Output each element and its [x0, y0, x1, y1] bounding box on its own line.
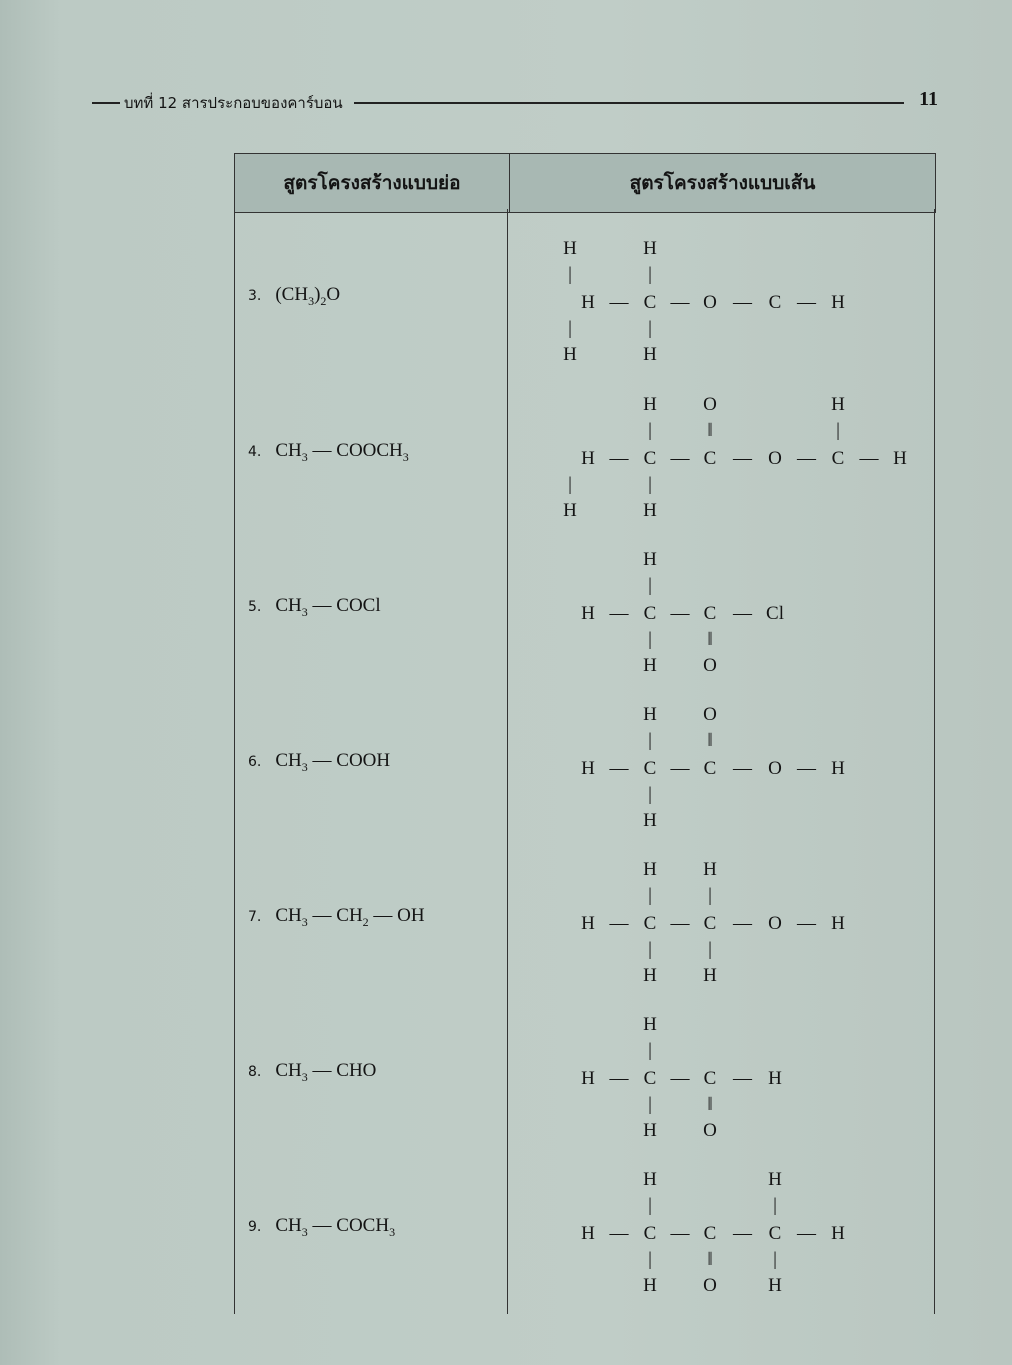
- bond-single: —: [797, 1223, 816, 1244]
- bond-vertical: |: [648, 1195, 652, 1216]
- atom: H: [831, 292, 845, 313]
- atom: C: [703, 603, 717, 624]
- bond-single: —: [797, 913, 816, 934]
- condensed-formula-text: $CH_3$ — $CH_2$ — OH: [275, 905, 425, 929]
- bond-single: —: [670, 448, 690, 469]
- bond-single: —: [733, 913, 752, 934]
- condensed-formula-text: $CH_3$ — $COCH_3$: [275, 1215, 396, 1239]
- atom: H: [581, 603, 595, 624]
- structural-formula: [560, 1153, 940, 1309]
- table-divider: [507, 209, 508, 1314]
- bond-double: ‖: [707, 1249, 713, 1270]
- condensed-formula-text: $CH_3$ — CHO: [275, 1060, 377, 1084]
- atom: H: [643, 965, 657, 986]
- atom: C: [643, 758, 657, 779]
- atom: H: [581, 913, 595, 934]
- bond-single: —: [733, 1068, 752, 1089]
- bond-vertical: |: [708, 885, 712, 906]
- bond-vertical: |: [568, 318, 572, 339]
- atom: C: [703, 758, 717, 779]
- structural-formula: [560, 843, 940, 999]
- atom: H: [643, 344, 657, 365]
- item-number: 6.: [248, 754, 262, 770]
- bond-single: —: [797, 448, 816, 469]
- condensed-formula: [248, 284, 340, 309]
- atom: C: [703, 1223, 717, 1244]
- bond-vertical: |: [648, 730, 652, 751]
- atom: C: [643, 913, 657, 934]
- bond-vertical: |: [648, 885, 652, 906]
- structural-formula: [560, 533, 940, 689]
- atom: H: [563, 344, 577, 365]
- item-number: 8.: [248, 1064, 262, 1080]
- atom: H: [831, 758, 845, 779]
- bond-vertical: |: [648, 318, 652, 339]
- atom: O: [703, 1275, 717, 1296]
- atom: O: [703, 292, 717, 313]
- column-header-structural: สูตรโครงสร้างแบบเส้น: [510, 154, 936, 213]
- atom: H: [581, 1068, 595, 1089]
- item-number: 5.: [248, 599, 262, 615]
- bond-vertical: |: [648, 1040, 652, 1061]
- condensed-formula: [248, 1060, 376, 1085]
- bond-single: —: [733, 292, 752, 313]
- atom: O: [768, 758, 782, 779]
- bond-single: —: [609, 603, 629, 624]
- atom: O: [703, 394, 717, 415]
- atom: C: [703, 1068, 717, 1089]
- bond-vertical: |: [648, 1249, 652, 1270]
- item-number: 9.: [248, 1219, 262, 1235]
- atom: H: [643, 500, 657, 521]
- bond-single: —: [670, 1223, 690, 1244]
- atom: H: [643, 394, 657, 415]
- bond-double: ‖: [707, 420, 713, 441]
- bond-single: —: [670, 603, 690, 624]
- structural-formula: [560, 688, 940, 844]
- atom: C: [768, 292, 782, 313]
- condensed-formula-text: $CH_3$ — $COOCH_3$: [275, 440, 409, 464]
- structural-formula: [560, 378, 940, 534]
- bond-single: —: [609, 292, 629, 313]
- bond-vertical: |: [648, 264, 652, 285]
- bond-double: ‖: [707, 1094, 713, 1115]
- bond-single: —: [797, 758, 816, 779]
- condensed-formula-text: $CH_3$ — COCl: [275, 595, 381, 619]
- atom: O: [768, 448, 782, 469]
- bond-single: —: [609, 1223, 629, 1244]
- bond-double: ‖: [707, 730, 713, 751]
- bond-vertical: |: [836, 420, 840, 441]
- atom: C: [703, 913, 717, 934]
- bond-vertical: |: [648, 575, 652, 596]
- atom: H: [643, 1275, 657, 1296]
- atom: C: [643, 292, 657, 313]
- atom: H: [563, 500, 577, 521]
- formula-table: [234, 153, 936, 213]
- chapter-title: บทที่ 12 สารประกอบของคาร์บอน: [124, 94, 343, 112]
- condensed-formula: [248, 750, 390, 775]
- page-number: 11: [919, 88, 938, 110]
- atom: O: [703, 655, 717, 676]
- atom: H: [643, 859, 657, 880]
- atom: Cl: [766, 603, 784, 624]
- item-number: 7.: [248, 909, 262, 925]
- atom: H: [581, 292, 595, 313]
- atom: H: [643, 1014, 657, 1035]
- atom: O: [703, 1120, 717, 1141]
- atom: O: [768, 913, 782, 934]
- atom: H: [643, 549, 657, 570]
- bond-single: —: [733, 448, 752, 469]
- bond-vertical: |: [568, 264, 572, 285]
- bond-vertical: |: [708, 939, 712, 960]
- bond-vertical: |: [568, 474, 572, 495]
- bond-single: —: [733, 758, 752, 779]
- atom: C: [643, 1068, 657, 1089]
- structural-formula: [560, 222, 940, 378]
- condensed-formula-text: $(CH_3)_2O$: [275, 284, 341, 308]
- bond-vertical: |: [648, 629, 652, 650]
- bond-single: —: [797, 292, 816, 313]
- atom: H: [643, 1120, 657, 1141]
- bond-single: —: [609, 913, 629, 934]
- atom: C: [831, 448, 845, 469]
- atom: H: [643, 655, 657, 676]
- bond-vertical: |: [648, 939, 652, 960]
- column-header-condensed: สูตรโครงสร้างแบบย่อ: [235, 154, 510, 213]
- atom: H: [643, 238, 657, 259]
- atom: C: [643, 603, 657, 624]
- atom: H: [563, 238, 577, 259]
- running-header: [92, 88, 938, 118]
- table-border-left: [234, 209, 235, 1314]
- bond-vertical: |: [648, 784, 652, 805]
- atom: H: [581, 1223, 595, 1244]
- condensed-formula: [248, 1215, 395, 1240]
- atom: H: [703, 965, 717, 986]
- atom: H: [893, 448, 907, 469]
- atom: H: [768, 1068, 782, 1089]
- bond-single: —: [670, 913, 690, 934]
- atom: H: [643, 704, 657, 725]
- atom: H: [581, 448, 595, 469]
- bond-single: —: [670, 292, 690, 313]
- atom: C: [643, 1223, 657, 1244]
- condensed-formula: [248, 905, 425, 930]
- bond-vertical: |: [648, 420, 652, 441]
- bond-single: —: [609, 758, 629, 779]
- bond-single: —: [609, 1068, 629, 1089]
- structural-formula: [560, 998, 940, 1154]
- bond-vertical: |: [648, 474, 652, 495]
- atom: H: [831, 1223, 845, 1244]
- atom: H: [768, 1169, 782, 1190]
- bond-vertical: |: [773, 1249, 777, 1270]
- atom: H: [581, 758, 595, 779]
- item-number: 3.: [248, 288, 262, 304]
- atom: C: [703, 448, 717, 469]
- bond-single: —: [670, 1068, 690, 1089]
- atom: H: [768, 1275, 782, 1296]
- bond-single: —: [733, 1223, 752, 1244]
- header-rule-left: [92, 102, 120, 104]
- bond-vertical: |: [773, 1195, 777, 1216]
- atom: H: [831, 913, 845, 934]
- atom: C: [768, 1223, 782, 1244]
- condensed-formula: [248, 440, 409, 465]
- bond-vertical: |: [648, 1094, 652, 1115]
- atom: H: [703, 859, 717, 880]
- bond-single: —: [670, 758, 690, 779]
- atom: O: [703, 704, 717, 725]
- condensed-formula-text: $CH_3$ — COOH: [275, 750, 391, 774]
- atom: H: [831, 394, 845, 415]
- bond-double: ‖: [707, 629, 713, 650]
- bond-single: —: [859, 448, 879, 469]
- item-number: 4.: [248, 444, 262, 460]
- header-rule-right: [354, 102, 904, 104]
- bond-single: —: [609, 448, 629, 469]
- atom: H: [643, 1169, 657, 1190]
- atom: H: [643, 810, 657, 831]
- condensed-formula: [248, 595, 381, 620]
- bond-single: —: [733, 603, 752, 624]
- atom: C: [643, 448, 657, 469]
